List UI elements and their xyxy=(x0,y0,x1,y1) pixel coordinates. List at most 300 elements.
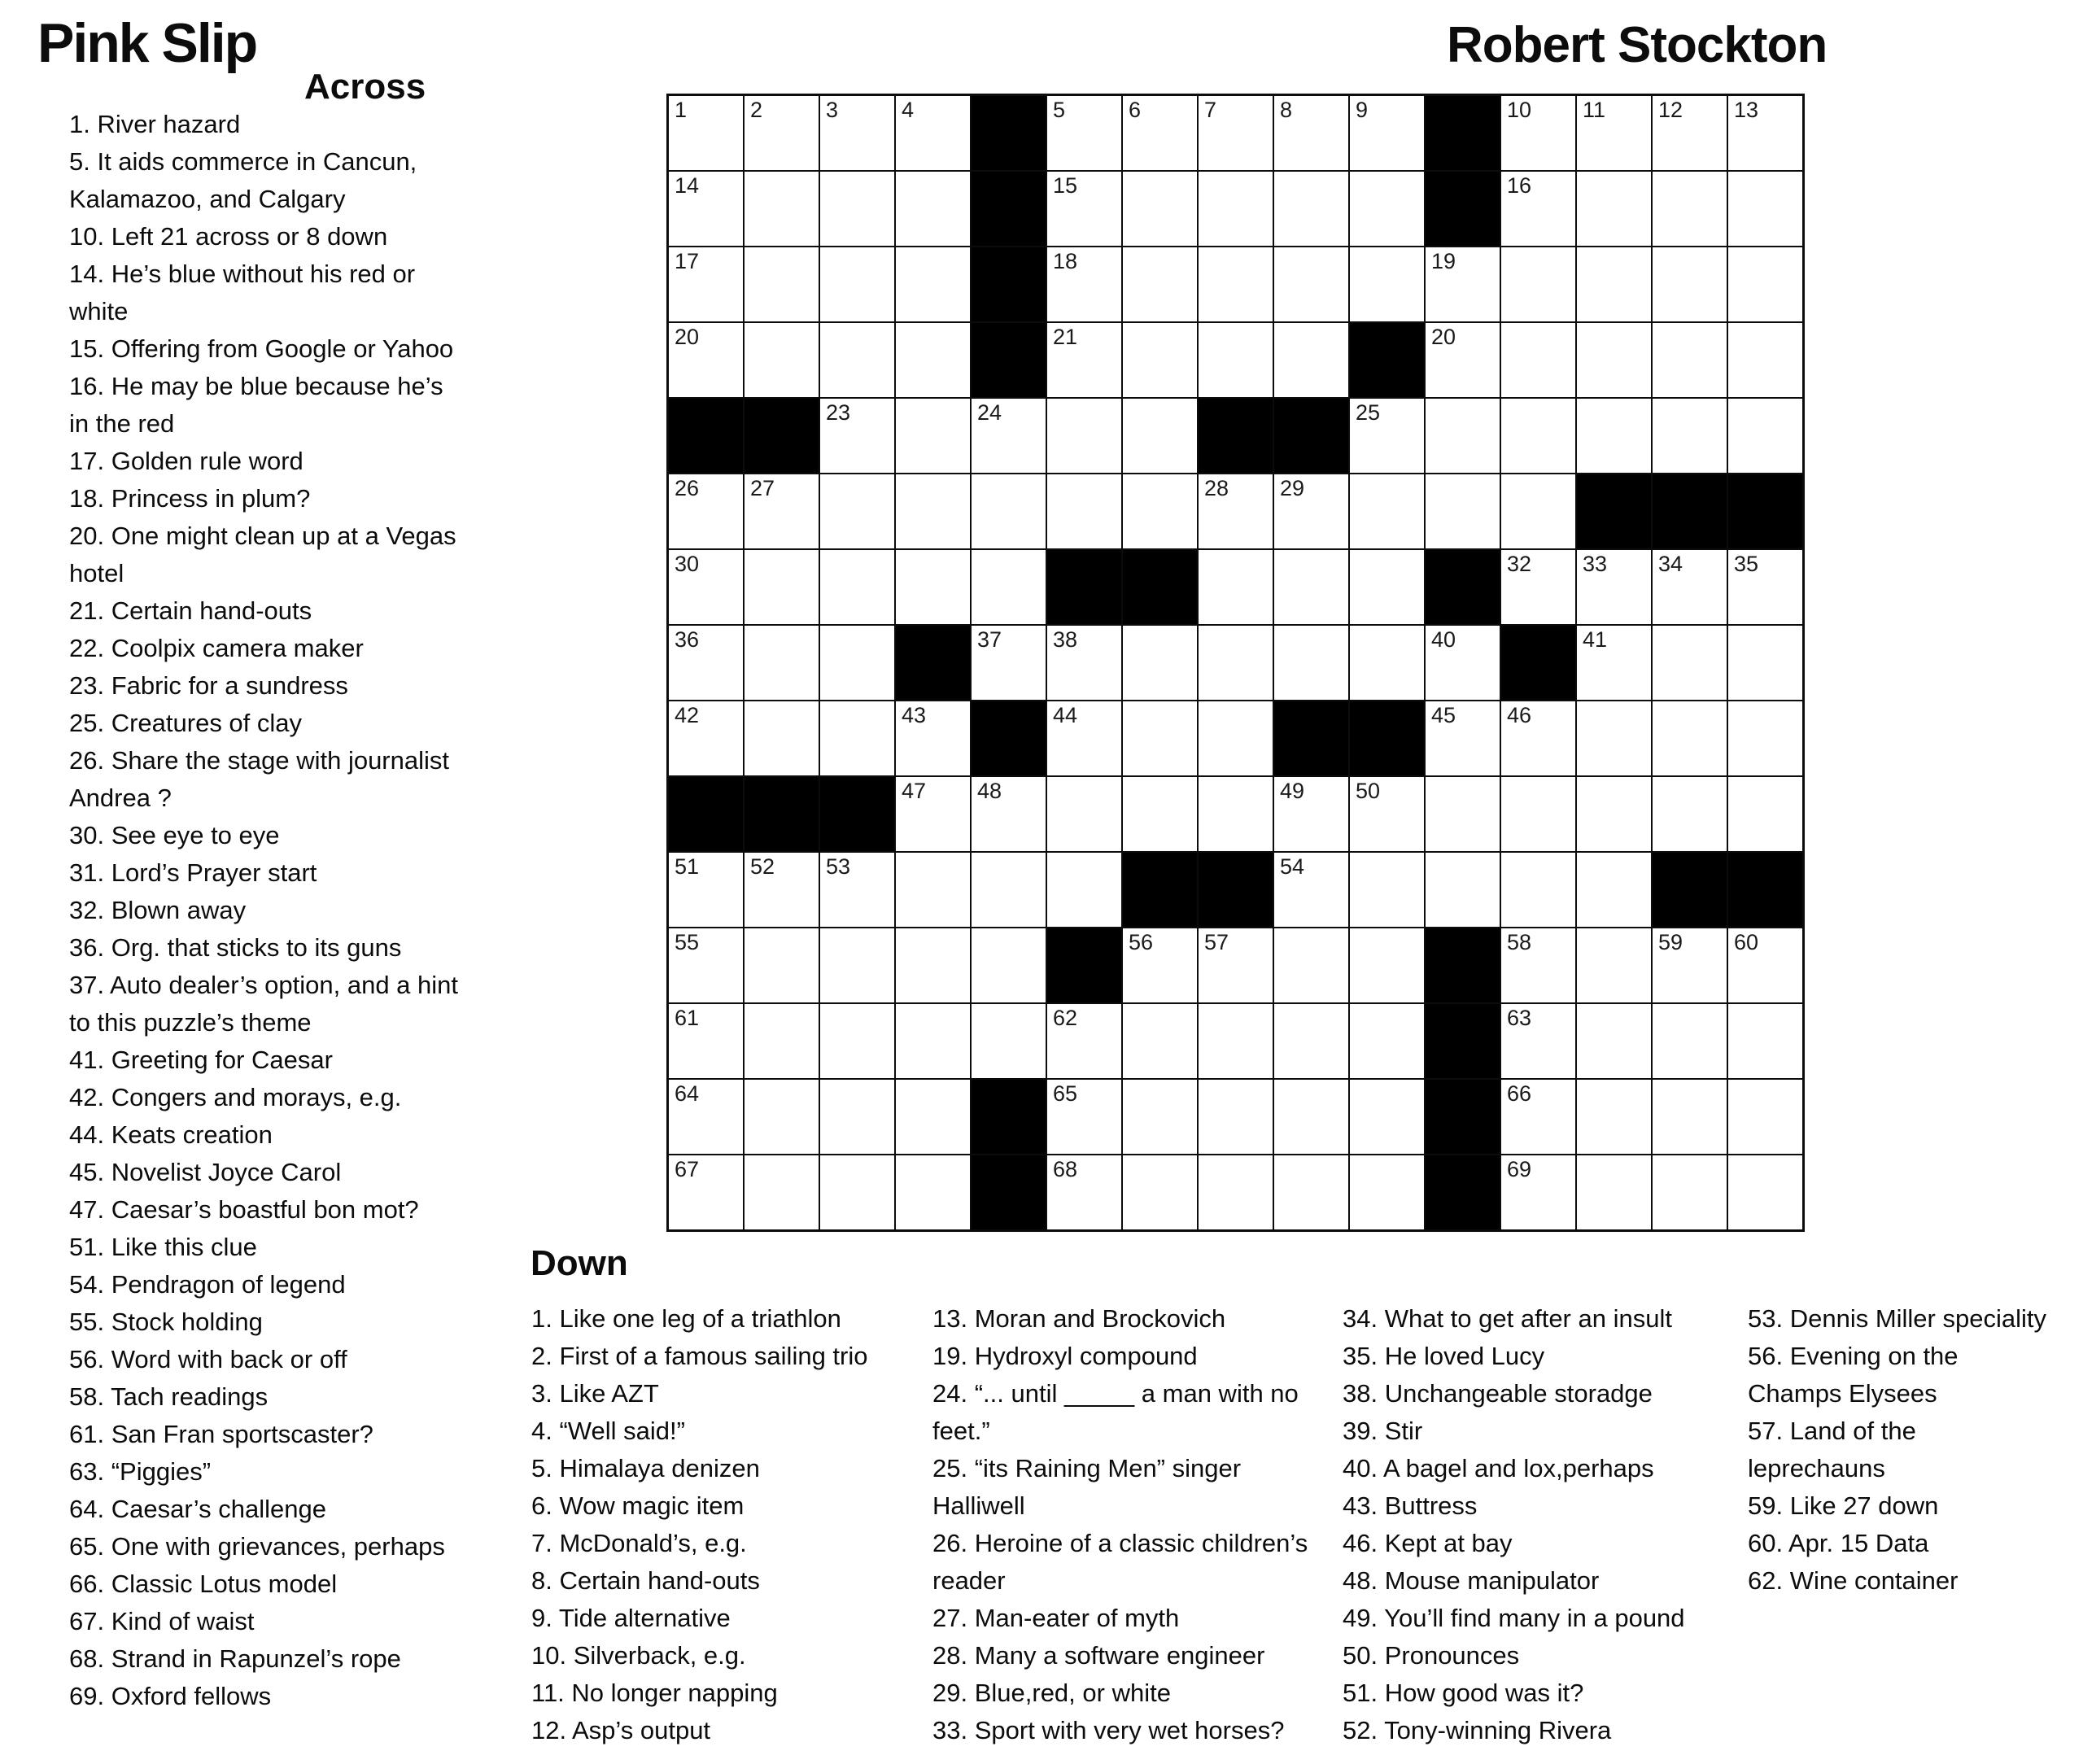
across-clue: 1. River hazard xyxy=(69,110,241,138)
black-square xyxy=(744,776,819,852)
grid-cell[interactable] xyxy=(668,625,744,701)
grid-cell[interactable] xyxy=(1122,776,1198,852)
cell-number: 50 xyxy=(1356,779,1381,803)
cell-number: 29 xyxy=(1280,476,1305,500)
down-clue: 52. Tony-winning Rivera xyxy=(1343,1716,1612,1744)
cell-number: 19 xyxy=(1431,249,1456,273)
grid-cell[interactable] xyxy=(1349,1003,1425,1079)
grid-cell[interactable] xyxy=(895,1079,971,1155)
grid-cell[interactable] xyxy=(895,322,971,398)
grid-cell[interactable] xyxy=(1122,247,1198,322)
black-square xyxy=(1273,398,1349,474)
grid-cell[interactable] xyxy=(1273,1003,1349,1079)
grid-cell[interactable] xyxy=(1500,1155,1576,1230)
grid-cell[interactable] xyxy=(1727,1155,1803,1230)
grid-cell[interactable] xyxy=(1046,322,1122,398)
grid-cell[interactable] xyxy=(668,322,744,398)
grid-cell[interactable] xyxy=(1273,776,1349,852)
black-square xyxy=(668,776,744,852)
grid-cell[interactable] xyxy=(819,1003,895,1079)
down-column-2 xyxy=(932,1300,1311,1749)
grid-cell[interactable] xyxy=(895,1155,971,1230)
grid-cell[interactable] xyxy=(1727,928,1803,1003)
grid-cell[interactable] xyxy=(1122,1079,1198,1155)
down-clue: 50. Pronounces xyxy=(1343,1641,1520,1670)
grid-cell[interactable] xyxy=(819,1079,895,1155)
grid-cell[interactable] xyxy=(1727,171,1803,247)
cell-number: 2 xyxy=(750,98,763,122)
grid-cell[interactable] xyxy=(1500,701,1576,776)
grid-cell[interactable] xyxy=(744,1079,819,1155)
cell-number: 44 xyxy=(1053,703,1078,727)
grid-cell[interactable] xyxy=(819,928,895,1003)
grid-cell[interactable] xyxy=(1349,1155,1425,1230)
grid-cell[interactable] xyxy=(971,928,1046,1003)
grid-cell[interactable] xyxy=(668,1155,744,1230)
grid-cell[interactable] xyxy=(1046,701,1122,776)
cell-number: 18 xyxy=(1053,249,1078,273)
cell-number: 56 xyxy=(1129,930,1154,954)
cell-number: 35 xyxy=(1734,552,1759,576)
grid-cell[interactable] xyxy=(744,1003,819,1079)
cell-number: 8 xyxy=(1280,98,1293,122)
grid-cell[interactable] xyxy=(971,474,1046,549)
cell-number: 11 xyxy=(1583,98,1606,122)
grid-cell[interactable] xyxy=(1198,474,1273,549)
grid-cell[interactable] xyxy=(1652,1003,1727,1079)
black-square xyxy=(1425,1003,1500,1079)
down-column-4 xyxy=(1748,1300,2057,1600)
grid-cell[interactable] xyxy=(819,1155,895,1230)
grid-cell[interactable] xyxy=(1349,928,1425,1003)
across-clue: 61. San Fran sportscaster? xyxy=(69,1420,373,1448)
down-clue: 5. Himalaya denizen xyxy=(531,1454,760,1482)
grid-cell[interactable] xyxy=(668,171,744,247)
cell-number: 63 xyxy=(1507,1006,1532,1030)
grid-cell[interactable] xyxy=(1046,247,1122,322)
grid-cell[interactable] xyxy=(1576,701,1652,776)
grid-cell[interactable] xyxy=(1576,322,1652,398)
grid-cell[interactable] xyxy=(895,247,971,322)
grid-cell[interactable] xyxy=(1576,1079,1652,1155)
grid-cell[interactable] xyxy=(1198,95,1273,171)
down-clue: 2. First of a famous sailing trio xyxy=(531,1342,868,1370)
grid-cell[interactable] xyxy=(1652,322,1727,398)
grid-cell[interactable] xyxy=(1500,398,1576,474)
grid-cell[interactable] xyxy=(1273,474,1349,549)
grid-cell[interactable] xyxy=(1652,171,1727,247)
grid-cell[interactable] xyxy=(1576,398,1652,474)
cell-number: 53 xyxy=(826,854,851,879)
down-clue: 46. Kept at bay xyxy=(1343,1529,1513,1557)
grid-cell[interactable] xyxy=(1273,852,1349,928)
grid-cell[interactable] xyxy=(1122,171,1198,247)
grid-cell[interactable] xyxy=(1576,1003,1652,1079)
grid-cell[interactable] xyxy=(1727,776,1803,852)
grid-cell[interactable] xyxy=(1349,549,1425,625)
cell-number: 6 xyxy=(1129,98,1142,122)
down-clue: 4. “Well said!” xyxy=(531,1417,685,1445)
cell-number: 17 xyxy=(675,249,700,273)
cell-number: 1 xyxy=(675,98,688,122)
grid-cell[interactable] xyxy=(1198,1003,1273,1079)
grid-cell[interactable] xyxy=(971,549,1046,625)
grid-cell[interactable] xyxy=(668,928,744,1003)
grid-cell[interactable] xyxy=(1576,928,1652,1003)
grid-cell[interactable] xyxy=(668,852,744,928)
down-clue: 27. Man-eater of myth xyxy=(932,1604,1180,1632)
grid-cell[interactable] xyxy=(971,852,1046,928)
grid-cell[interactable] xyxy=(1727,625,1803,701)
grid-cell[interactable] xyxy=(744,549,819,625)
grid-cell[interactable] xyxy=(1349,171,1425,247)
grid-cell[interactable] xyxy=(1349,247,1425,322)
grid-cell[interactable] xyxy=(1273,549,1349,625)
grid-cell[interactable] xyxy=(1576,852,1652,928)
grid-cell[interactable] xyxy=(1046,1079,1122,1155)
grid-cell[interactable] xyxy=(1198,928,1273,1003)
grid-cell[interactable] xyxy=(1122,95,1198,171)
grid-cell[interactable] xyxy=(1576,1155,1652,1230)
grid-cell[interactable] xyxy=(1198,776,1273,852)
grid-cell[interactable] xyxy=(1046,474,1122,549)
grid-cell[interactable] xyxy=(1425,852,1500,928)
grid-cell[interactable] xyxy=(1349,852,1425,928)
grid-cell[interactable] xyxy=(1273,322,1349,398)
down-clue: 43. Buttress xyxy=(1343,1491,1478,1520)
grid-cell[interactable] xyxy=(895,776,971,852)
grid-cell[interactable] xyxy=(744,852,819,928)
grid-cell[interactable] xyxy=(1198,171,1273,247)
grid-cell[interactable] xyxy=(1727,398,1803,474)
grid-cell[interactable] xyxy=(819,701,895,776)
grid-cell[interactable] xyxy=(1425,247,1500,322)
grid-cell[interactable] xyxy=(819,322,895,398)
grid-cell[interactable] xyxy=(1652,95,1727,171)
grid-cell[interactable] xyxy=(744,928,819,1003)
grid-cell[interactable] xyxy=(895,398,971,474)
grid-cell[interactable] xyxy=(1273,247,1349,322)
across-clue: 51. Like this clue xyxy=(69,1233,257,1261)
grid-cell[interactable] xyxy=(1652,1155,1727,1230)
down-clue: 29. Blue,red, or white xyxy=(932,1679,1171,1707)
down-clue: 24. “... until _____ a man with no feet.” xyxy=(932,1379,1299,1445)
grid-cell[interactable] xyxy=(668,701,744,776)
black-square xyxy=(971,1155,1046,1230)
cell-number: 66 xyxy=(1507,1081,1532,1106)
across-clue: 36. Org. that sticks to its guns xyxy=(69,933,402,962)
cell-number: 7 xyxy=(1204,98,1217,122)
grid-cell[interactable] xyxy=(1652,1079,1727,1155)
grid-cell[interactable] xyxy=(895,701,971,776)
cell-number: 36 xyxy=(675,627,700,652)
grid-cell[interactable] xyxy=(971,398,1046,474)
grid-cell[interactable] xyxy=(1425,398,1500,474)
grid-cell[interactable] xyxy=(1500,1003,1576,1079)
grid-cell[interactable] xyxy=(1349,1079,1425,1155)
down-clue: 51. How good was it? xyxy=(1343,1679,1584,1707)
cell-number: 54 xyxy=(1280,854,1305,879)
grid-cell[interactable] xyxy=(1122,474,1198,549)
cell-number: 20 xyxy=(675,325,700,349)
down-clue: 7. McDonald’s, e.g. xyxy=(531,1529,747,1557)
grid-cell[interactable] xyxy=(1273,171,1349,247)
cell-number: 65 xyxy=(1053,1081,1078,1106)
grid-cell[interactable] xyxy=(1273,95,1349,171)
cell-number: 55 xyxy=(675,930,700,954)
cell-number: 64 xyxy=(675,1081,700,1106)
grid-cell[interactable] xyxy=(1500,247,1576,322)
grid-cell[interactable] xyxy=(819,398,895,474)
grid-cell[interactable] xyxy=(1652,398,1727,474)
grid-cell[interactable] xyxy=(1122,928,1198,1003)
across-clue: 22. Coolpix camera maker xyxy=(69,634,364,662)
grid-cell[interactable] xyxy=(819,95,895,171)
black-square xyxy=(895,625,971,701)
down-clue: 60. Apr. 15 Data xyxy=(1748,1529,1929,1557)
grid-cell[interactable] xyxy=(1046,95,1122,171)
grid-cell[interactable] xyxy=(668,247,744,322)
down-clue: 62. Wine container xyxy=(1748,1566,1959,1595)
cell-number: 57 xyxy=(1204,930,1229,954)
grid-cell[interactable] xyxy=(744,171,819,247)
grid-cell[interactable] xyxy=(1046,776,1122,852)
black-square xyxy=(971,171,1046,247)
down-column-1 xyxy=(531,1300,922,1749)
grid-cell[interactable] xyxy=(744,247,819,322)
grid-cell[interactable] xyxy=(1122,701,1198,776)
grid-cell[interactable] xyxy=(895,549,971,625)
grid-cell[interactable] xyxy=(1349,398,1425,474)
black-square xyxy=(1576,474,1652,549)
across-clue: 67. Kind of waist xyxy=(69,1607,255,1635)
crossword-grid xyxy=(666,94,1805,1232)
cell-number: 33 xyxy=(1583,552,1608,576)
grid-cell[interactable] xyxy=(895,852,971,928)
grid-cell[interactable] xyxy=(895,1003,971,1079)
grid-cell[interactable] xyxy=(1576,625,1652,701)
grid-cell[interactable] xyxy=(1500,1079,1576,1155)
grid-cell[interactable] xyxy=(1500,171,1576,247)
grid-cell[interactable] xyxy=(1349,776,1425,852)
grid-cell[interactable] xyxy=(971,625,1046,701)
grid-cell[interactable] xyxy=(1727,1079,1803,1155)
grid-cell[interactable] xyxy=(1576,247,1652,322)
across-clue: 54. Pendragon of legend xyxy=(69,1270,346,1299)
down-clue: 48. Mouse manipulator xyxy=(1343,1566,1600,1595)
grid-cell[interactable] xyxy=(1198,549,1273,625)
black-square xyxy=(1425,549,1500,625)
black-square xyxy=(1046,928,1122,1003)
across-clue: 55. Stock holding xyxy=(69,1308,263,1336)
grid-cell[interactable] xyxy=(1500,776,1576,852)
grid-cell[interactable] xyxy=(1198,701,1273,776)
grid-cell[interactable] xyxy=(1425,322,1500,398)
black-square xyxy=(1349,322,1425,398)
grid-cell[interactable] xyxy=(1198,1155,1273,1230)
grid-cell[interactable] xyxy=(1500,928,1576,1003)
across-clue: 69. Oxford fellows xyxy=(69,1682,272,1710)
grid-cell[interactable] xyxy=(744,1155,819,1230)
across-clue: 32. Blown away xyxy=(69,896,247,924)
across-clue: 64. Caesar’s challenge xyxy=(69,1495,326,1523)
grid-cell[interactable] xyxy=(1122,1003,1198,1079)
cell-number: 26 xyxy=(675,476,700,500)
grid-cell[interactable] xyxy=(819,549,895,625)
grid-cell[interactable] xyxy=(1349,95,1425,171)
cell-number: 60 xyxy=(1734,930,1759,954)
grid-cell[interactable] xyxy=(1425,625,1500,701)
grid-cell[interactable] xyxy=(1273,1079,1349,1155)
grid-cell[interactable] xyxy=(1122,322,1198,398)
grid-cell[interactable] xyxy=(1727,1003,1803,1079)
grid-cell[interactable] xyxy=(1500,95,1576,171)
grid-cell[interactable] xyxy=(1652,625,1727,701)
grid-cell[interactable] xyxy=(1198,247,1273,322)
cell-number: 20 xyxy=(1431,325,1456,349)
cell-number: 24 xyxy=(977,400,1002,425)
cell-number: 58 xyxy=(1507,930,1532,954)
grid-cell[interactable] xyxy=(819,171,895,247)
cell-number: 47 xyxy=(902,779,927,803)
grid-cell[interactable] xyxy=(971,776,1046,852)
across-clue: 23. Fabric for a sundress xyxy=(69,671,348,700)
grid-cell[interactable] xyxy=(1576,95,1652,171)
grid-cell[interactable] xyxy=(1046,1155,1122,1230)
grid-cell[interactable] xyxy=(668,1079,744,1155)
grid-cell[interactable] xyxy=(744,474,819,549)
cell-number: 21 xyxy=(1053,325,1078,349)
down-clue: 57. Land of the leprechauns xyxy=(1748,1417,1916,1482)
grid-cell[interactable] xyxy=(1652,247,1727,322)
cell-number: 68 xyxy=(1053,1157,1078,1181)
grid-cell[interactable] xyxy=(668,549,744,625)
grid-cell[interactable] xyxy=(1122,1155,1198,1230)
cell-number: 52 xyxy=(750,854,775,879)
across-clue: 30. See eye to eye xyxy=(69,821,280,849)
grid-cell[interactable] xyxy=(744,625,819,701)
black-square xyxy=(1349,701,1425,776)
grid-cell[interactable] xyxy=(1198,1079,1273,1155)
black-square xyxy=(1425,95,1500,171)
grid-cell[interactable] xyxy=(895,171,971,247)
across-clue: 5. It aids commerce in Cancun, Kalamazoo, and Calgary xyxy=(69,147,417,213)
black-square xyxy=(1425,1079,1500,1155)
cell-number: 59 xyxy=(1658,930,1683,954)
grid-cell[interactable] xyxy=(1273,625,1349,701)
grid-cell[interactable] xyxy=(1652,776,1727,852)
grid-cell[interactable] xyxy=(1046,398,1122,474)
grid-cell[interactable] xyxy=(1727,247,1803,322)
grid-cell[interactable] xyxy=(668,474,744,549)
grid-cell[interactable] xyxy=(1273,1155,1349,1230)
grid-cell[interactable] xyxy=(1652,928,1727,1003)
down-clue: 19. Hydroxyl compound xyxy=(932,1342,1198,1370)
grid-cell[interactable] xyxy=(1727,322,1803,398)
grid-cell[interactable] xyxy=(971,1003,1046,1079)
down-clue: 13. Moran and Brockovich xyxy=(932,1304,1226,1333)
grid-cell[interactable] xyxy=(895,474,971,549)
grid-cell[interactable] xyxy=(819,247,895,322)
grid-cell[interactable] xyxy=(1273,928,1349,1003)
grid-cell[interactable] xyxy=(668,1003,744,1079)
cell-number: 27 xyxy=(750,476,775,500)
grid-cell[interactable] xyxy=(1122,398,1198,474)
grid-cell[interactable] xyxy=(1046,852,1122,928)
grid-cell[interactable] xyxy=(1425,474,1500,549)
grid-cell[interactable] xyxy=(1500,852,1576,928)
grid-cell[interactable] xyxy=(1046,171,1122,247)
cell-number: 25 xyxy=(1356,400,1381,425)
grid-cell[interactable] xyxy=(1576,171,1652,247)
grid-cell[interactable] xyxy=(1652,549,1727,625)
down-clue: 25. “its Raining Men” singer Halliwell xyxy=(932,1454,1242,1520)
cell-number: 12 xyxy=(1658,98,1683,122)
grid-cell[interactable] xyxy=(1349,474,1425,549)
grid-cell[interactable] xyxy=(1425,701,1500,776)
black-square xyxy=(1425,928,1500,1003)
grid-cell[interactable] xyxy=(1727,95,1803,171)
grid-cell[interactable] xyxy=(1046,625,1122,701)
down-clue: 12. Asp’s output xyxy=(531,1716,711,1744)
grid-cell[interactable] xyxy=(1727,701,1803,776)
grid-cell[interactable] xyxy=(895,928,971,1003)
grid-cell[interactable] xyxy=(1349,625,1425,701)
grid-cell[interactable] xyxy=(1425,776,1500,852)
grid-cell[interactable] xyxy=(895,95,971,171)
black-square xyxy=(1273,701,1349,776)
black-square xyxy=(1198,398,1273,474)
down-clue: 35. He loved Lucy xyxy=(1343,1342,1545,1370)
cell-number: 40 xyxy=(1431,627,1456,652)
grid-cell[interactable] xyxy=(1122,625,1198,701)
cell-number: 51 xyxy=(675,854,700,879)
cell-number: 61 xyxy=(675,1006,700,1030)
grid-cell[interactable] xyxy=(819,474,895,549)
down-column-3 xyxy=(1343,1300,1717,1749)
grid-cell[interactable] xyxy=(1500,474,1576,549)
grid-cell[interactable] xyxy=(668,95,744,171)
grid-cell[interactable] xyxy=(819,852,895,928)
grid-cell[interactable] xyxy=(744,95,819,171)
across-clue: 65. One with grievances, perhaps xyxy=(69,1532,445,1561)
grid-cell[interactable] xyxy=(1500,549,1576,625)
grid-cell[interactable] xyxy=(1576,776,1652,852)
cell-number: 48 xyxy=(977,779,1002,803)
cell-number: 28 xyxy=(1204,476,1229,500)
cell-number: 42 xyxy=(675,703,700,727)
grid-cell[interactable] xyxy=(1198,322,1273,398)
down-clue: 10. Silverback, e.g. xyxy=(531,1641,746,1670)
across-clue: 16. He may be blue because he’s in the red xyxy=(69,372,443,438)
grid-cell[interactable] xyxy=(1727,549,1803,625)
black-square xyxy=(1425,1155,1500,1230)
across-clue: 47. Caesar’s boastful bon mot? xyxy=(69,1195,419,1224)
across-clue: 25. Creatures of clay xyxy=(69,709,303,737)
grid-cell[interactable] xyxy=(744,322,819,398)
grid-cell[interactable] xyxy=(1652,701,1727,776)
cell-number: 10 xyxy=(1507,98,1532,122)
grid-cell[interactable] xyxy=(1046,1003,1122,1079)
grid-cell[interactable] xyxy=(1500,322,1576,398)
grid-cell[interactable] xyxy=(744,701,819,776)
cell-number: 5 xyxy=(1053,98,1066,122)
grid-cell[interactable] xyxy=(819,625,895,701)
across-clue: 15. Offering from Google or Yahoo xyxy=(69,334,454,363)
grid-cell[interactable] xyxy=(1576,549,1652,625)
grid-cell[interactable] xyxy=(1198,625,1273,701)
cell-number: 14 xyxy=(675,173,700,198)
